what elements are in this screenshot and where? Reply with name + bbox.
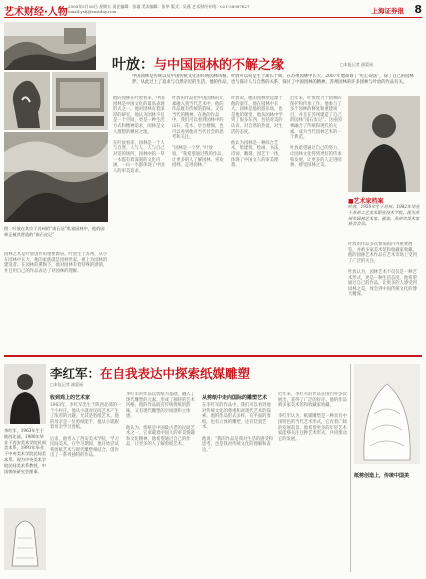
- page-number: 8: [414, 3, 422, 16]
- garden-hall-photo: [52, 72, 108, 130]
- story1-intro: 中国园林是传统以及中国传统文化的传统园林风格。叶放可以说是生于斯长于斯，在苏州园林中长大。2007年他策划了“吃心说法”，探了自己的园林梦。从此过上了追求与自然亲近的生活。他的作品，也与探讨人与自然的关系、探讨了中国园林的精神。苏州园林的许多园林与叶放的作品有关。: [132, 74, 414, 85]
- story2-subheading-3: 纸剪创造上，传统中国美: [354, 473, 410, 479]
- story1-col1: 他的园林在叶放看来，中国园林是中国文化的最高表现形式之一。他对园林有着深厚的研究，他认为园林不仅是一个空间，更是一种生活方式和精神追求，园林是文人理想的栖居之地。 在叶放看来，园林是一个人与自然、人与人、人与自己对话的场所。园林中的一草一木都有着深刻的文化内涵，一山一水都体现了中国人的审美追求。: [113, 96, 165, 174]
- photo-caption: 图：叶放在其位于苏州的“南石居”私家园林中，他的园林正被其营造的“南石皮记”: [4, 226, 105, 237]
- rock-photo: [4, 72, 50, 130]
- page-header: [4, 3, 422, 18]
- sculptor-photo: [4, 364, 46, 424]
- left-column-text: 园林艺术是叶放创作的重要源泉。叶放生于苏州，从小在园林中长大，他的家族就是园林世家，祖上为园林的建设者。在园林的熏陶下，他对园林有着特殊的感情，并且用自己的作品表达了对园林的理解。: [4, 252, 108, 274]
- story1-col2: 叶放的作品把中国园林的元素融入到当代艺术中，他的作品既有传统的韵味，又有当代的精神。在他的作品中，我们可以看到园林中的山石、花木、亭台楼阁，也可以看到他对当代社会的思考和关注。 “园林是一个梦，”叶放说，“我希望通过我的作品，让更多的人了解园林，喜欢园林，走进园林。”: [172, 96, 226, 169]
- paper-sculpture-photo: [4, 508, 46, 570]
- story2-col3: 在李红军的作品中，我们可以看到他对传统文化的尊重和对现代艺术的探索。他的作品形式多样，有平面的剪纸，也有立体的雕塑，还有装置艺术。 他说：“我的作品是我对生活的感受和思考，也是我对传统文化的理解和表达。”: [202, 403, 273, 453]
- section-title: 艺术财经·人物: [4, 7, 68, 18]
- story1-col4: 近年来，叶放致力于园林的保护和传承工作。他参与了多个园林的修复和重建项目，并且在苏州建造了自己的园林“南石皮记”。这座园林融合了传统和现代的元素，成为当代园林艺术的一个典范。 叶放希望通过自己的努力，让园林文化得到更好的传承和发展，让更多的人走进园林、感受园林之美。: [290, 96, 342, 169]
- artist-profile-heading: ■艺术家档案: [348, 198, 384, 205]
- header-meta: 2008年5月16日 星期五 责任编辑：张瑜 美术编辑：张华 版式：吴燕 艺术财经专线：021-58987627 email:ysfj@eastday.com: [68, 4, 250, 14]
- garden-photo-top: [4, 22, 96, 70]
- story2-title: 李红军：在自我表达中探索纸媒雕塑: [50, 366, 251, 381]
- story2-col4: 近年来，李红军的作品在国内外多次展出，获得了广泛的好评。他的作品被多家美术馆和收藏家收藏。 李红军认为，纸媒雕塑是一种具有中国特色的当代艺术形式，它有着广阔的发展前景。他希望更多的年轻艺术家能够关注这种艺术形式，共同推动它的发展。: [278, 392, 347, 442]
- story2-col1: 1963年，李红军出生于陕西北部的一个小村庄。他从小就对民间艺术产生了浓厚的兴趣，尤其是剪纸艺术。他的母亲是一位剪纸能手，他从小就跟着母亲学习剪纸。 后来，他考入了西安美术学院，学习民间美术。在学习期间，他开始尝试将剪纸艺术与现代雕塑相结合，创作出了一系列独特的作品。: [50, 403, 122, 459]
- newspaper-name: 上海证券报: [371, 7, 404, 15]
- garden-photo-bottom: [4, 132, 108, 222]
- sculptor-caption: 李红军，1963年生于陕西北部。1980年毕业于西安美术学院民间美术系，1991年毕业于中央美术学院民间美术系。现为中央美术学院民间美术系教授，中国剪纸研究会理事。: [4, 428, 46, 474]
- story-divider: [4, 355, 422, 357]
- story2-subheading-1: 收到鸡上的艺术家: [50, 395, 91, 401]
- paper-artwork-photo: [354, 364, 420, 464]
- artist-portrait: [348, 96, 420, 192]
- story2-subheading-2: 从剪纸中走向国际的雕塑艺术: [202, 395, 268, 401]
- story1-title: 叶放：与中国园林的不解之缘: [112, 57, 285, 73]
- story1-byline: □本报记者 潘蒙丽: [340, 62, 374, 67]
- story2-byline: □本报记者 潘蒙丽: [50, 382, 84, 387]
- column-rule: [350, 364, 351, 572]
- story2-col2: 李红军的作品以剪纸为基础，融入了现代雕塑的元素，形成了独特的艺术风格。他的作品既有传统剪纸的韵味，又有现代雕塑的空间感和立体感。 他认为，剪纸是中国最古老的民间艺术之一，它承载着中国人的审美情趣和文化精神。他希望通过自己的作品，让更多的人了解剪纸艺术。: [126, 392, 195, 448]
- story1-col3: 叶放说，他的园林梦起源于他的童年。他在园林中长大，园林是他的游乐场，也是他的课堂。他从园林中学到了很多东西，包括对美的认识、对自然的热爱、对生活的态度。 他认为园林是一种综合艺术，集建筑、绘画、书法、诗词、雕刻、园艺于一体，体现了中国文人的审美理想。: [231, 96, 283, 169]
- story1-right-col: 叶放的作品多次参加国内外重要展览，并被多家美术馆和收藏家收藏。他的园林艺术作品在艺术市场上受到了广泛的关注。 叶放认为，园林艺术不仅仅是一种艺术形式，更是一种生活态度。他希望通过自己的作品，让更多的人感受到园林之美，体会到中国传统文化的博大精深。: [348, 242, 417, 298]
- artist-profile-caption: 叶放，1959年生于苏州。1982年毕业于苏州工艺美术职业技术学院。现为苏州市园林艺术家、画家、苏州市美术家协会会员。: [348, 204, 420, 227]
